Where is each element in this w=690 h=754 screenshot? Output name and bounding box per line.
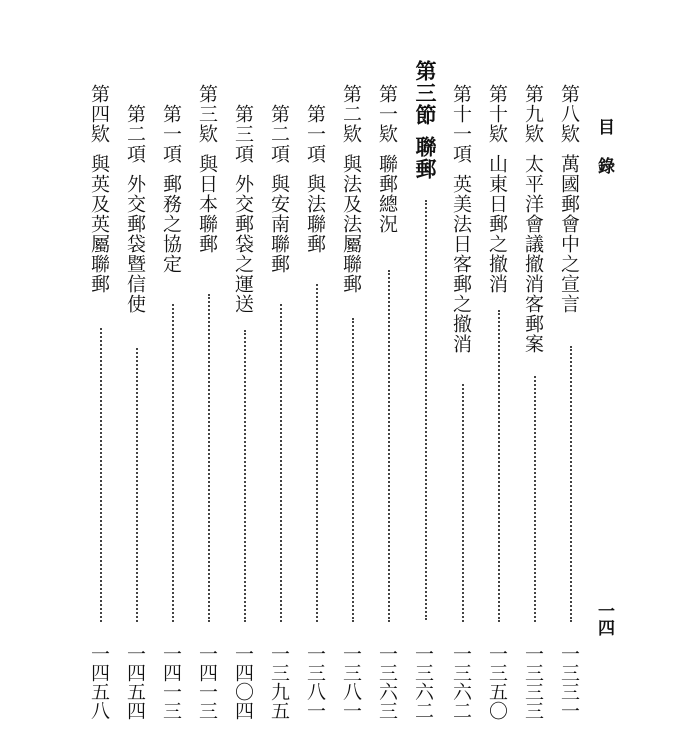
entry-page: 一三八一 — [340, 644, 362, 720]
leader-dots — [570, 346, 572, 622]
entry-title: 與日本聯郵 — [196, 154, 218, 254]
entry-label: 第三項 — [232, 104, 254, 164]
toc-entry — [338, 84, 368, 724]
leader-dots — [280, 304, 282, 622]
leader-dots — [425, 200, 427, 620]
entry-title: 與法及法屬聯郵 — [340, 154, 362, 294]
entry-label: 第十一項 — [450, 84, 472, 164]
page-number: 一四 — [594, 602, 614, 636]
toc-entry — [302, 104, 332, 744]
entry-page: 一四一三 — [196, 644, 218, 720]
toc-entry — [374, 84, 404, 724]
entry-label: 第三欵 — [196, 84, 218, 144]
section-page: 一三六二 — [412, 644, 434, 720]
entry-page: 一三六三 — [376, 644, 398, 720]
entry-title: 外交郵袋暨信使 — [124, 174, 146, 314]
entry-title: 與英及英屬聯郵 — [88, 154, 110, 294]
leader-dots — [316, 284, 318, 622]
page-header-title: 目錄 — [594, 118, 614, 196]
leader-dots — [208, 294, 210, 622]
entry-page: 一四五八 — [88, 644, 110, 720]
leader-dots — [172, 304, 174, 622]
toc-entry — [266, 104, 296, 744]
entry-page: 一三八一 — [304, 644, 326, 720]
entry-label: 第四欵 — [88, 84, 110, 144]
section-title: 聯郵 — [413, 136, 438, 180]
entry-title: 英美法日客郵之撤消 — [450, 174, 472, 354]
entry-page: 一四五四 — [124, 644, 146, 720]
entry-title: 郵務之協定 — [160, 174, 182, 274]
entry-title: 山東日郵之撤消 — [486, 154, 508, 294]
toc-entry — [484, 84, 514, 724]
entry-page: 一四〇四 — [232, 644, 254, 720]
entry-label: 第一項 — [160, 104, 182, 164]
entry-label: 第二項 — [268, 104, 290, 164]
section-label: 第三節 — [413, 60, 438, 126]
leader-dots — [352, 318, 354, 622]
entry-title: 外交郵袋之運送 — [232, 174, 254, 314]
entry-title: 與法聯郵 — [304, 174, 326, 254]
entry-title: 太平洋會議撤消客郵案 — [522, 154, 544, 354]
entry-label: 第二項 — [124, 104, 146, 164]
entry-page: 一三九五 — [268, 644, 290, 720]
entry-page: 一三三三 — [522, 644, 544, 720]
leader-dots — [136, 348, 138, 622]
entry-page: 一三三一 — [558, 644, 580, 720]
toc-entry — [448, 84, 478, 724]
toc-entry — [86, 84, 116, 724]
entry-title: 聯郵總況 — [376, 154, 398, 234]
entry-label: 第二欵 — [340, 84, 362, 144]
leader-dots — [462, 384, 464, 622]
entry-title: 萬國郵會中之宣言 — [558, 154, 580, 314]
leader-dots — [498, 310, 500, 622]
leader-dots — [244, 330, 246, 622]
toc-entry — [230, 104, 260, 744]
toc-entry — [194, 84, 224, 724]
leader-dots — [534, 376, 536, 622]
toc-entry — [556, 84, 586, 724]
entry-title: 與安南聯郵 — [268, 174, 290, 274]
entry-label: 第九欵 — [522, 84, 544, 144]
leader-dots — [388, 270, 390, 622]
entry-label: 第一欵 — [376, 84, 398, 144]
entry-page: 一四一三 — [160, 644, 182, 720]
entry-page: 一三六二 — [450, 644, 472, 720]
entry-label: 第八欵 — [558, 84, 580, 144]
toc-entry — [158, 104, 188, 744]
entry-page: 一三五〇 — [486, 644, 508, 720]
leader-dots — [100, 328, 102, 622]
toc-section — [410, 60, 442, 720]
entry-label: 第一項 — [304, 104, 326, 164]
entry-label: 第十欵 — [486, 84, 508, 144]
toc-entry — [520, 84, 550, 724]
toc-entry — [122, 104, 152, 744]
